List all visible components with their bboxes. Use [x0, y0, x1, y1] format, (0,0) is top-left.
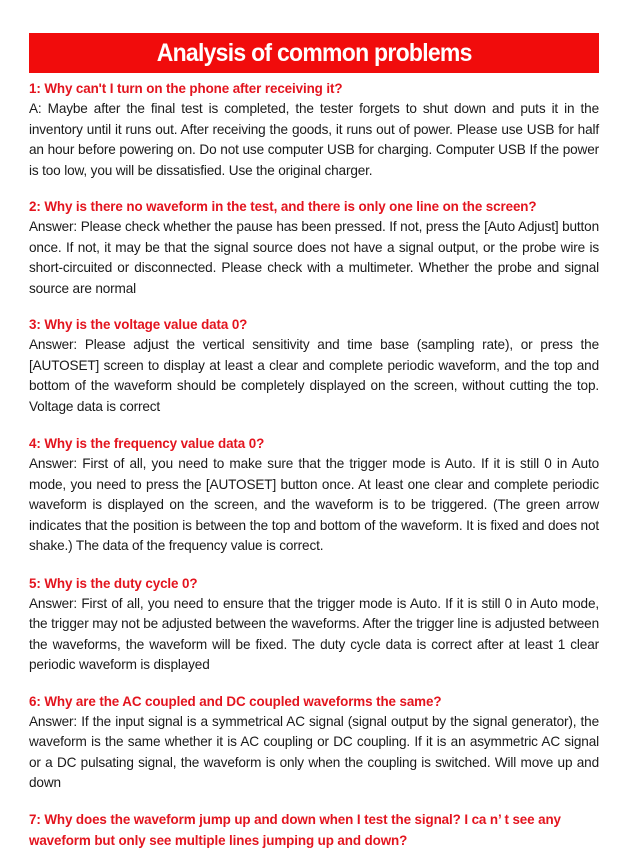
faq-question: 2: Why is there no waveform in the test, and there is only one line on the screen? [29, 199, 537, 214]
faq-item-3 [29, 314, 599, 417]
faq-answer: Answer: First of all, you need to make sure that the trigger mode is Auto. If it is still 0 in Auto mode, you need to press the [AUTOSET] button once. At least one clear and complete periodic waveform is displayed on the screen, and the waveform is to be triggered. (The green arrow indicates that the position is between the top and bottom of the waveform. It is fixed and does not shake.) The data of the frequency value is correct. [29, 456, 599, 553]
faq-question: 7: Why does the waveform jump up and down when I test the signal? I ca n’ t see any waveform but only see multiple lines jumping up and down? [29, 811, 561, 848]
faq-question: 1: Why can't I turn on the phone after receiving it? [29, 81, 343, 96]
faq-item-1 [29, 78, 599, 181]
faq-question: 3: Why is the voltage value data 0? [29, 317, 248, 332]
faq-answer: A: Maybe after the final test is completed, the tester forgets to shut down and puts it in the inventory until it runs out. After receiving the goods, it runs out of power. Please use USB for half an hour before powering on. Do not use computer USB for charging. Computer USB If the power is too low, you will be dissatisfied. Use the original charger. [29, 101, 599, 178]
faq-question: 6: Why are the AC coupled and DC coupled waveforms the same? [29, 693, 442, 709]
faq-question: 4: Why is the frequency value data 0? [29, 436, 265, 451]
faq-answer: Answer: Please check whether the pause has been pressed. If not, press the [Auto Adjust] button once. If not, it may be that the signal source does not have a signal output, or the probe wire is short-circuited or disconnected. Please check with a multimeter. Whether the probe and signal source are normal [29, 219, 599, 296]
document-page [29, 33, 599, 851]
faq-answer: Answer: First of all, you need to ensure that the trigger mode is Auto. If it is still 0 in Auto mode, the trigger may not be adjusted between the waveforms. After the trigger line is adjusted between the waveforms, the waveform will be fixed. The duty cycle data is correct after at least 1 clear periodic waveform is displayed [29, 595, 599, 672]
faq-item-5 [29, 573, 599, 676]
faq-question: 5: Why is the duty cycle 0? [29, 575, 198, 591]
faq-item-7 [29, 809, 599, 851]
faq-answer: Answer: Please adjust the vertical sensitivity and time base (sampling rate), or press the [AUTOSET] screen to display at least a clear and complete periodic waveform, and the top and bottom of the waveform should be completely displayed on the screen, without cutting the top. Voltage data is correct [29, 337, 599, 414]
faq-item-6 [29, 691, 599, 794]
faq-answer: Answer: If the input signal is a symmetrical AC signal (signal output by the signal generator), the waveform is the same whether it is AC coupling or DC coupling. If it is an asymmetric AC signal or a DC pulsating signal, the waveform is only when the coupling is switched. Will move up and down [29, 713, 599, 790]
page-title: Analysis of common problems [156, 39, 472, 67]
faq-item-2 [29, 196, 599, 299]
faq-item-4 [29, 433, 599, 557]
title-banner [29, 33, 599, 73]
